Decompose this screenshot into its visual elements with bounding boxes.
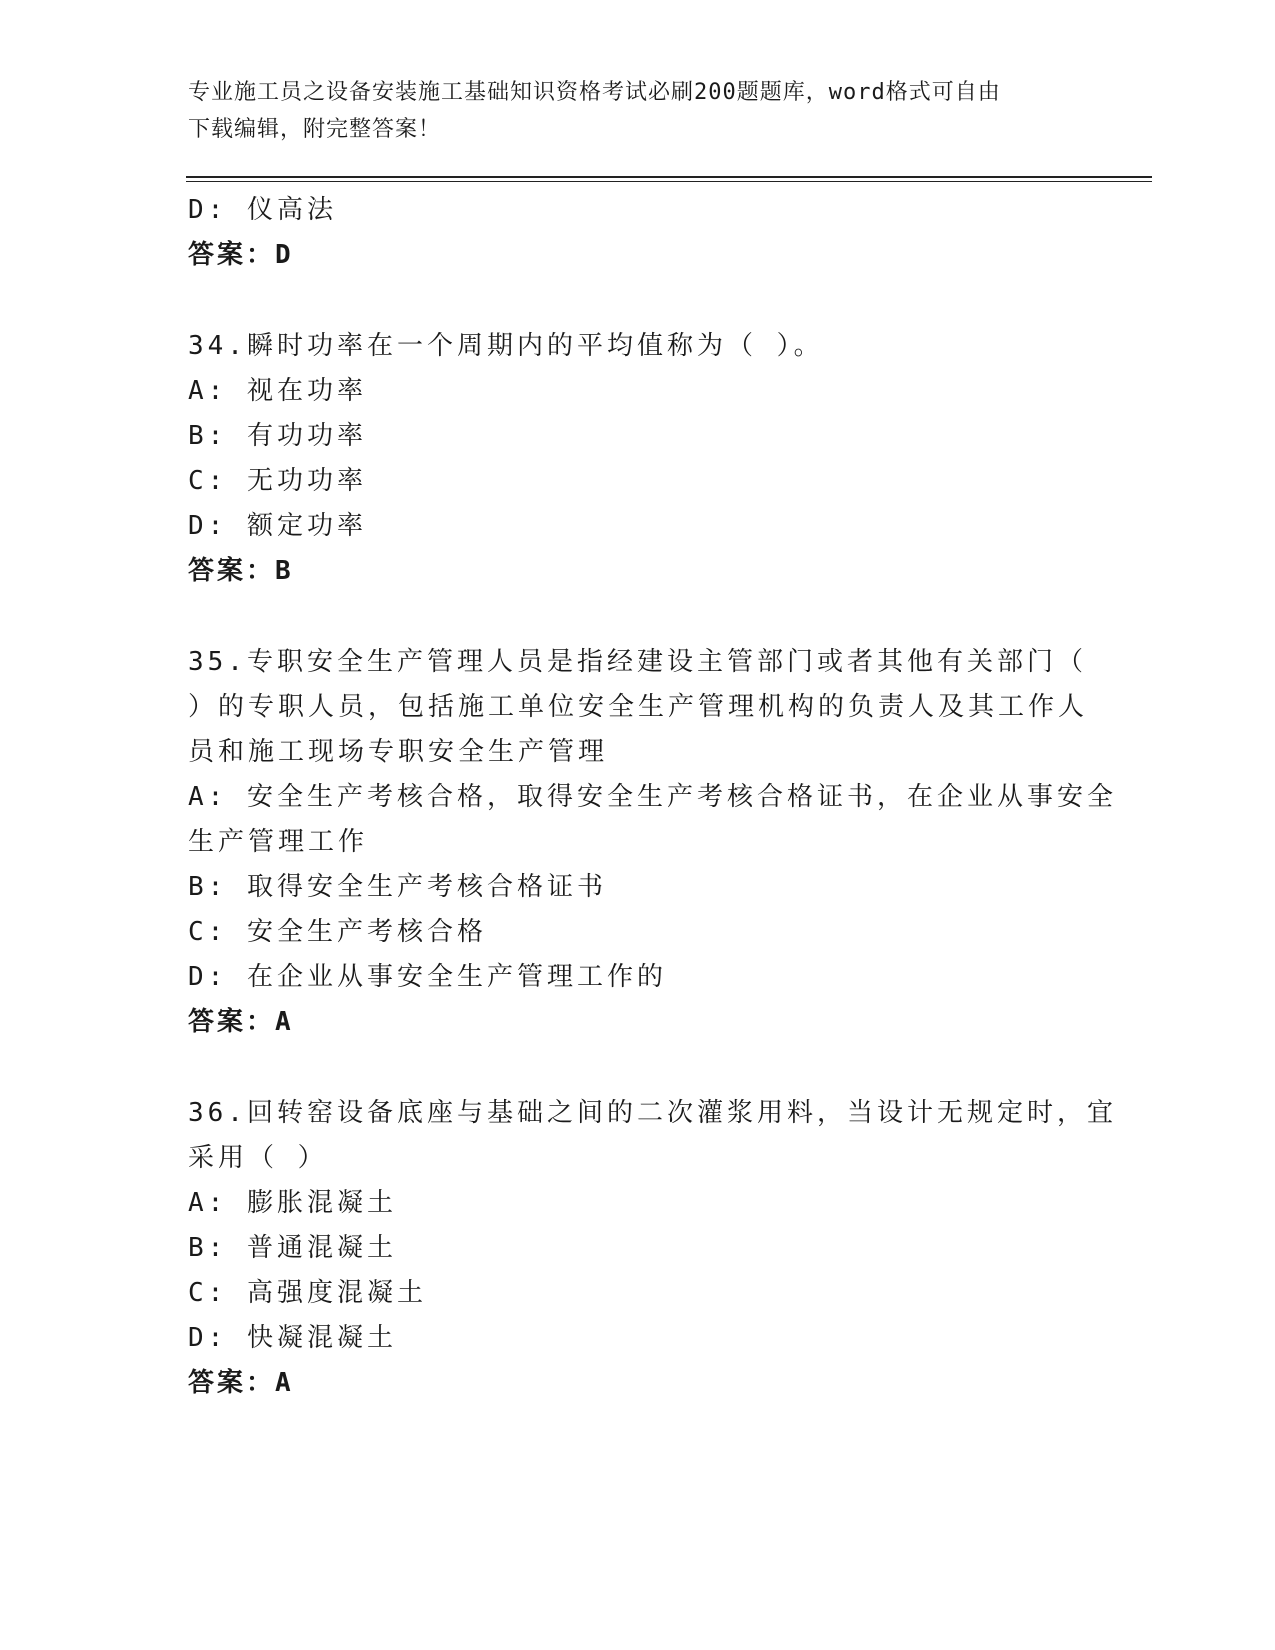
- page-header: [188, 74, 1068, 148]
- question-stem: 36.回转窑设备底座与基础之间的二次灌浆用料，当设计无规定时，宜: [188, 1098, 1117, 1128]
- question-stem-cont: 员和施工现场专职安全生产管理: [188, 737, 609, 767]
- question-stem-cont: 采用（ ）: [188, 1143, 328, 1173]
- option-d: D: 额定功率: [188, 511, 367, 541]
- answer: 答案：A: [188, 1007, 294, 1037]
- question-stem: 34.瞬时功率在一个周期内的平均值称为（ ）。: [188, 331, 824, 361]
- prev-answer: 答案：D: [188, 240, 294, 270]
- option-a: A: 安全生产考核合格，取得安全生产考核合格证书，在企业从事安全: [188, 782, 1117, 812]
- answer: 答案：B: [188, 556, 294, 586]
- option-b: B: 有功功率: [188, 421, 367, 451]
- question-list: [188, 188, 1117, 1406]
- option-d: D: 快凝混凝土: [188, 1323, 397, 1353]
- option-c: C: 高强度混凝土: [188, 1278, 427, 1308]
- question-34: [188, 324, 1088, 594]
- option-a: A: 膨胀混凝土: [188, 1188, 397, 1218]
- question-35: [188, 640, 1117, 1045]
- question-stem-cont: ）的专职人员，包括施工单位安全生产管理机构的负责人及其工作人: [188, 692, 1089, 722]
- header-line-2: 下载编辑，附完整答案！: [188, 117, 442, 142]
- option-c: C: 无功功率: [188, 466, 367, 496]
- question-stem: 35.专职安全生产管理人员是指经建设主管部门或者其他有关部门（: [188, 647, 1087, 677]
- option-b: B: 普通混凝土: [188, 1233, 397, 1263]
- answer: 答案：A: [188, 1368, 294, 1398]
- header-line-1: 专业施工员之设备安装施工基础知识资格考试必刷200题题库，word格式可自由: [188, 80, 1001, 105]
- option-c: C: 安全生产考核合格: [188, 917, 487, 947]
- option-b: B: 取得安全生产考核合格证书: [188, 872, 607, 902]
- prev-option-d: D: 仪高法: [188, 195, 337, 225]
- question-36: [188, 1091, 1117, 1406]
- option-a: A: 视在功率: [188, 376, 367, 406]
- option-d: D: 在企业从事安全生产管理工作的: [188, 962, 667, 992]
- option-a-cont: 生产管理工作: [188, 827, 369, 857]
- header-divider: [186, 176, 1152, 182]
